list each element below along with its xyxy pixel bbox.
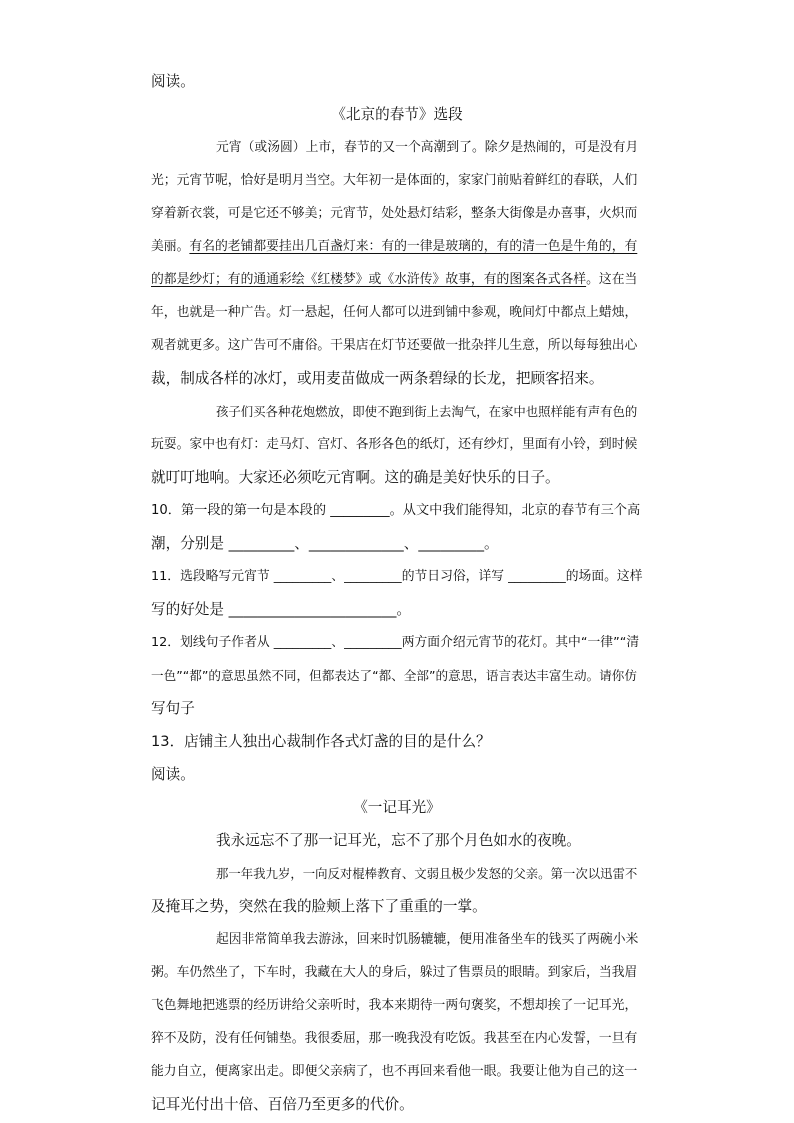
paragraph-line: [151, 237, 637, 257]
paragraph-line: 观者就更多。这广告可不庸俗。干果店在灯节还要做一批杂拌儿生意，所以每每独出心: [151, 338, 638, 353]
question-line: 11．选段略写元宵节 _________、_________的节日习俗，详写 _________的场面。这样: [151, 569, 643, 584]
reading-label: 阅读。: [151, 73, 195, 90]
plain-text: 。这在当: [586, 272, 638, 287]
question-line: 一色”“都”的意思虽然不同，但都表达了“都、全部”的意思，语言表达丰富生动。请你仿: [151, 668, 637, 683]
passage-title: 《北京的春节》选段: [331, 106, 463, 123]
question-line: 13．店铺主人独出心裁制作各式灯盏的目的是什么？: [151, 733, 491, 750]
paragraph-line: 那一年我九岁，一向反对棍棒教育、文弱且极少发怒的父亲。第一次以迅雷不: [216, 866, 638, 881]
paragraph-line: 能力自立，便离家出走。即便父亲病了，也不再回来看他一眼。我要让他为自己的这一: [151, 1064, 638, 1079]
question-line: 12．划线句子作者从 _________、_________两方面介绍元宵节的花灯。其中“一律”“清: [151, 635, 640, 650]
paragraph-line: 玩耍。家中也有灯：走马灯、宫灯、各形各色的纸灯，还有纱灯，里面有小铃，到时候: [151, 437, 638, 452]
plain-text: 美丽。: [151, 239, 190, 254]
paragraph-line: 记耳光付出十倍、百倍乃至更多的代价。: [151, 1096, 414, 1113]
paragraph-line: 起因非常简单我去游泳，回来时饥肠辘辘，便用准备坐车的钱买了两碗小米: [216, 932, 639, 947]
paragraph-line: 飞色舞地把逃票的经历讲给父亲听时，我本来期待一两句褒奖，不想却挨了一记耳光，: [151, 998, 638, 1013]
passage-title: 《一记耳光》: [353, 799, 441, 816]
paragraph-line: 我永远忘不了那一记耳光，忘不了那个月色如水的夜晚。: [216, 832, 581, 849]
reading-label: 阅读。: [151, 766, 195, 783]
question-line: 10．第一段的第一句是本段的 _________。从文中我们能得知，北京的春节有三个高: [151, 503, 641, 518]
paragraph-line: 元宵（或汤圆）上市，春节的又一个高潮到了。除夕是热闹的，可是没有月: [216, 140, 639, 155]
paragraph-line: 孩子们买各种花炮燃放，即使不跑到街上去淘气，在家中也照样能有声有色的: [216, 404, 638, 419]
paragraph-line: 粥。车仍然坐了，下车时，我藏在大人的身后，躲过了售票员的眼睛。到家后，当我眉: [151, 965, 638, 980]
paragraph-line: 光；元宵节呢，恰好是明月当空。大年初一是体面的，家家门前贴着鲜红的春联，人们: [151, 173, 638, 188]
question-line: 写的好处是 _______________________。: [151, 601, 412, 618]
paragraph-line: 及掩耳之势，突然在我的脸颊上落下了重重的一掌。: [151, 898, 487, 915]
question-line: 潮，分别是 _________、_____________、_________。: [151, 535, 499, 552]
underlined-sentence: 的都是纱灯；有的通通彩绘《红楼梦》或《水浒传》故事，有的图案各式各样: [151, 272, 587, 287]
paragraph-line: 猝不及防，没有任何铺垫。我很委屈，那一晚我没有吃饭。我甚至在内心发誓，一旦有: [151, 1031, 638, 1046]
paragraph-line: 裁，制成各样的冰灯，或用麦苗做成一两条碧绿的长龙，把顾客招来。: [151, 370, 604, 387]
paragraph-line: 年，也就是一种广告。灯一悬起，任何人都可以进到铺中参观，晚间灯中都点上蜡烛，: [151, 305, 638, 320]
paragraph-line: 穿着新衣裳，可是它还不够美；元宵节，处处悬灯结彩，整条大街像是办喜事，火炽而: [151, 206, 638, 221]
paragraph-line: [151, 270, 637, 290]
underlined-sentence: 有名的老铺都要挂出几百盏灯来：有的一律是玻璃的，有的清一色是牛角的，有: [189, 239, 638, 254]
question-line: 写句子: [151, 700, 195, 717]
paragraph-line: 就叮叮地响。大家还必须吃元宵啊。这的确是美好快乐的日子。: [151, 469, 560, 486]
